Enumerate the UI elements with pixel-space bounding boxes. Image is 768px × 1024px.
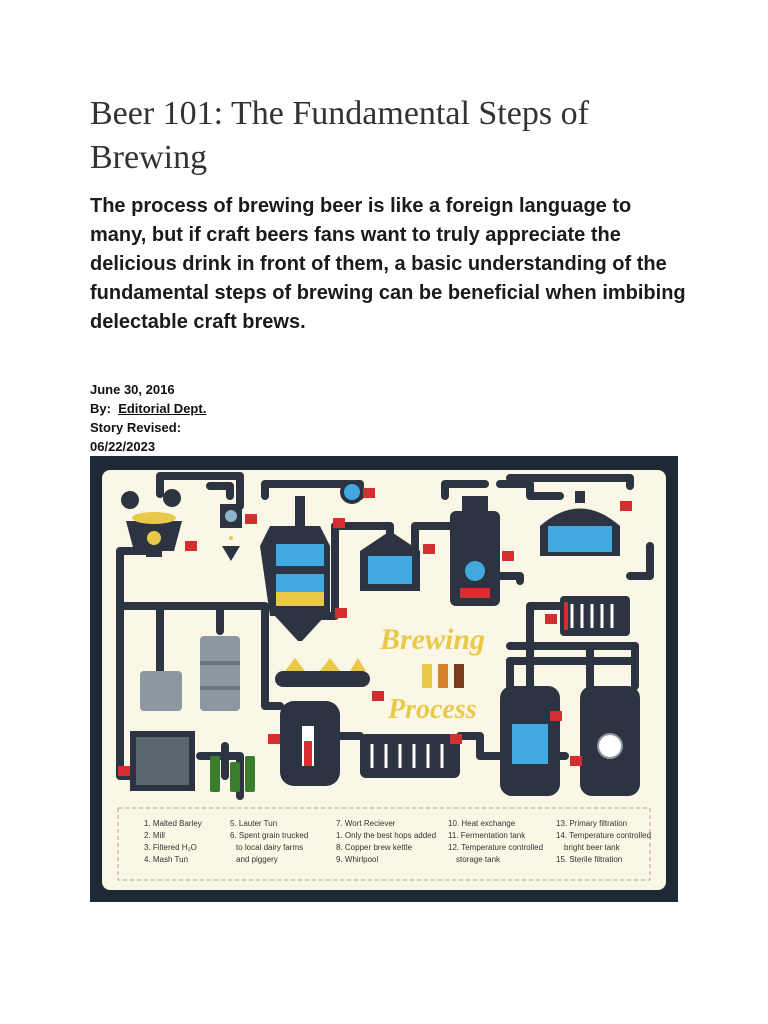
sterile-filtration — [130, 731, 195, 791]
legend-entry: to local dairy farms — [236, 843, 304, 852]
legend-entry: 11. Fermentation tank — [448, 831, 526, 840]
legend-entry: 14. Temperature controlled — [556, 831, 652, 840]
revised-label: Story Revised: — [90, 420, 182, 435]
primary-filtration — [360, 734, 460, 778]
fermentation-tank — [500, 686, 560, 796]
legend-entry: 4. Mash Tun — [144, 855, 189, 864]
legend-entry: 5. Lauter Tun — [230, 819, 278, 828]
legend-entry: and piggery — [236, 855, 278, 864]
author-link[interactable]: Editorial Dept. — [118, 401, 207, 416]
publish-date: June 30, 2016 — [90, 382, 175, 397]
beer-glasses — [422, 664, 464, 688]
article-title: Beer 101: The Fundamental Steps of Brewing — [90, 95, 589, 176]
brewing-process-infographic — [90, 456, 678, 902]
legend-entry: 12. Temperature controlled — [448, 843, 544, 852]
byline — [90, 399, 390, 418]
legend-entry: storage tank — [456, 855, 501, 864]
legend-entry: 7. Wort Reciever — [336, 819, 396, 828]
byline-label: By: — [90, 401, 111, 416]
legend-entry: 9. Whirlpool — [336, 855, 379, 864]
bright-beer-tank — [280, 701, 340, 786]
article-lead: The process of brewing beer is like a foreign language to many, but if craft beers fans want to truly appreciate the delicious drink in front of them, a basic understanding of the fundamental steps of brewing can be beneficial when imbibing delectable craft brews. — [90, 195, 686, 333]
legend-entry: 10. Heat exchange — [448, 819, 516, 828]
legend-entry: 13. Primary filtration — [556, 819, 628, 828]
legend-entry: 3. Filtered H₂O — [144, 843, 197, 852]
storage-tank — [580, 686, 640, 796]
infographic-title-line1: Brewing — [380, 623, 486, 656]
legend-entry: bright beer tank — [564, 843, 620, 852]
article-meta — [90, 380, 390, 456]
legend-entry: 2. Mill — [144, 831, 165, 840]
revised-date: 06/22/2023 — [90, 439, 156, 454]
heat-exchanger — [560, 596, 630, 636]
legend-entry: 8. Copper brew kettle — [336, 843, 413, 852]
legend-entry: 15. Sterile filtration — [556, 855, 623, 864]
legend-entry: 1. Only the best hops added — [336, 831, 437, 840]
filtered-water — [342, 482, 362, 502]
legend-entry: 6. Spent grain trucked — [230, 831, 309, 840]
brew-kettle — [450, 496, 500, 606]
legend-entry: 1. Malted Barley — [144, 819, 202, 828]
infographic-title-line2: Process — [388, 694, 477, 725]
